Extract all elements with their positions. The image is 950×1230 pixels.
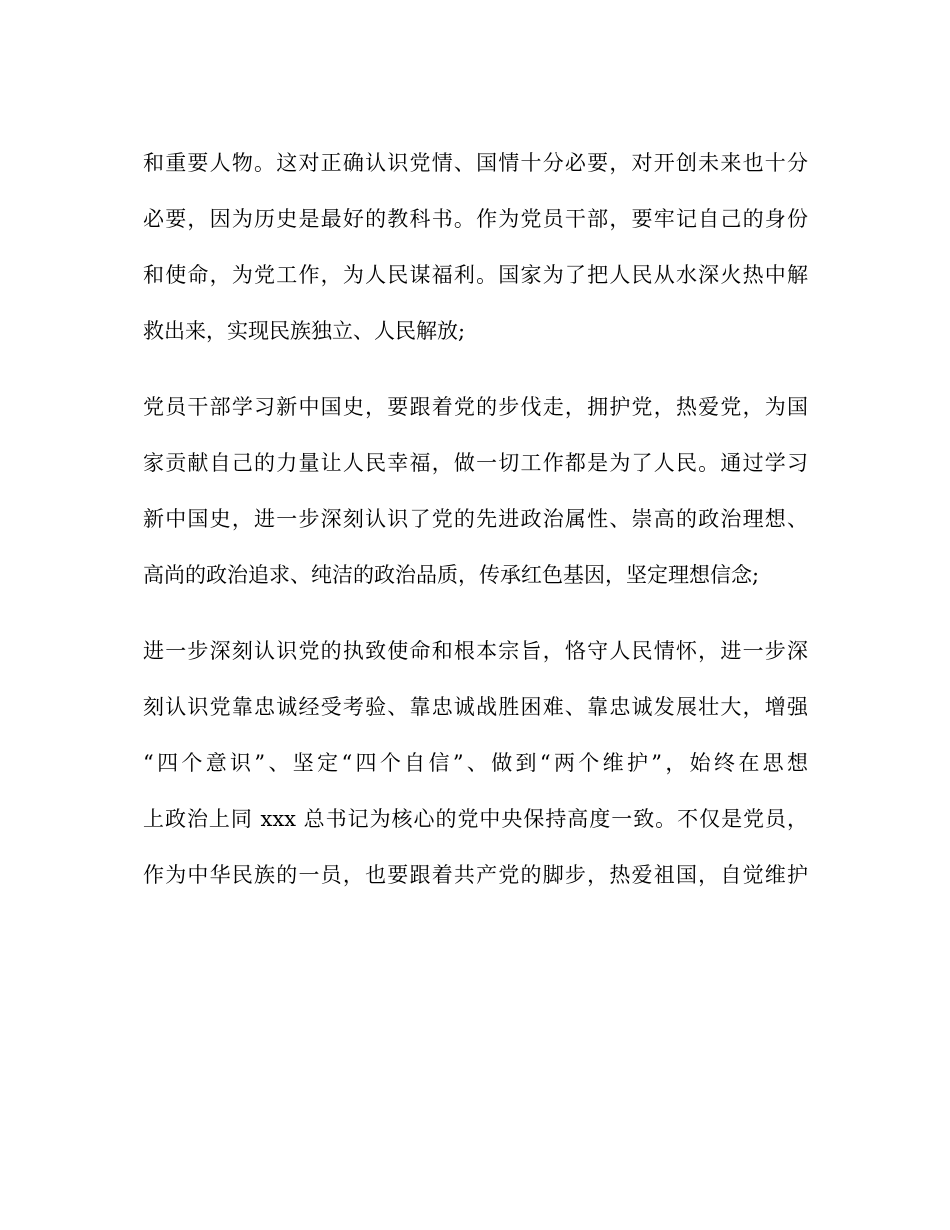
- text-line: 上政治上同 xxx 总书记为核心的党中央保持高度一致。不仅是党员，: [143, 807, 808, 831]
- text-line: 和重要人物。这对正确认识党情、国情十分必要，对开创未来也十分: [143, 151, 808, 175]
- text-line: 新中国史，进一步深刻认识了党的先进政治属性、崇高的政治理想、: [143, 507, 808, 531]
- paragraph-spacer: [143, 603, 808, 623]
- text-line: 家贡献自己的力量让人民幸福，做一切工作都是为了人民。通过学习: [143, 451, 808, 475]
- paragraph-3: [143, 623, 808, 903]
- document-body: [143, 135, 808, 903]
- text-line: 刻认识党靠忠诚经受考验、靠忠诚战胜困难、靠忠诚发展壮大，增强: [143, 695, 808, 719]
- text-line: 和使命，为党工作，为人民谋福利。国家为了把人民从水深火热中解: [143, 263, 808, 287]
- paragraph-1: [143, 135, 808, 359]
- text-line: 作为中华民族的一员，也要跟着共产党的脚步，热爱祖国，自觉维护: [143, 863, 808, 887]
- text-line: 必要，因为历史是最好的教科书。作为党员干部，要牢记自己的身份: [143, 207, 808, 231]
- paragraph-spacer: [143, 359, 808, 379]
- text-line: 救出来，实现民族独立、人民解放;: [143, 319, 466, 343]
- paragraph-2: [143, 379, 808, 603]
- text-line: 高尚的政治追求、纯洁的政治品质，传承红色基因，坚定理想信念;: [143, 563, 760, 587]
- text-line: 党员干部学习新中国史，要跟着党的步伐走，拥护党，热爱党，为国: [143, 395, 808, 419]
- text-line: “四个意识”、坚定“四个自信”、做到“两个维护”，始终在思想: [143, 751, 808, 775]
- text-line: 进一步深刻认识党的执致使命和根本宗旨，恪守人民情怀，进一步深: [143, 639, 808, 663]
